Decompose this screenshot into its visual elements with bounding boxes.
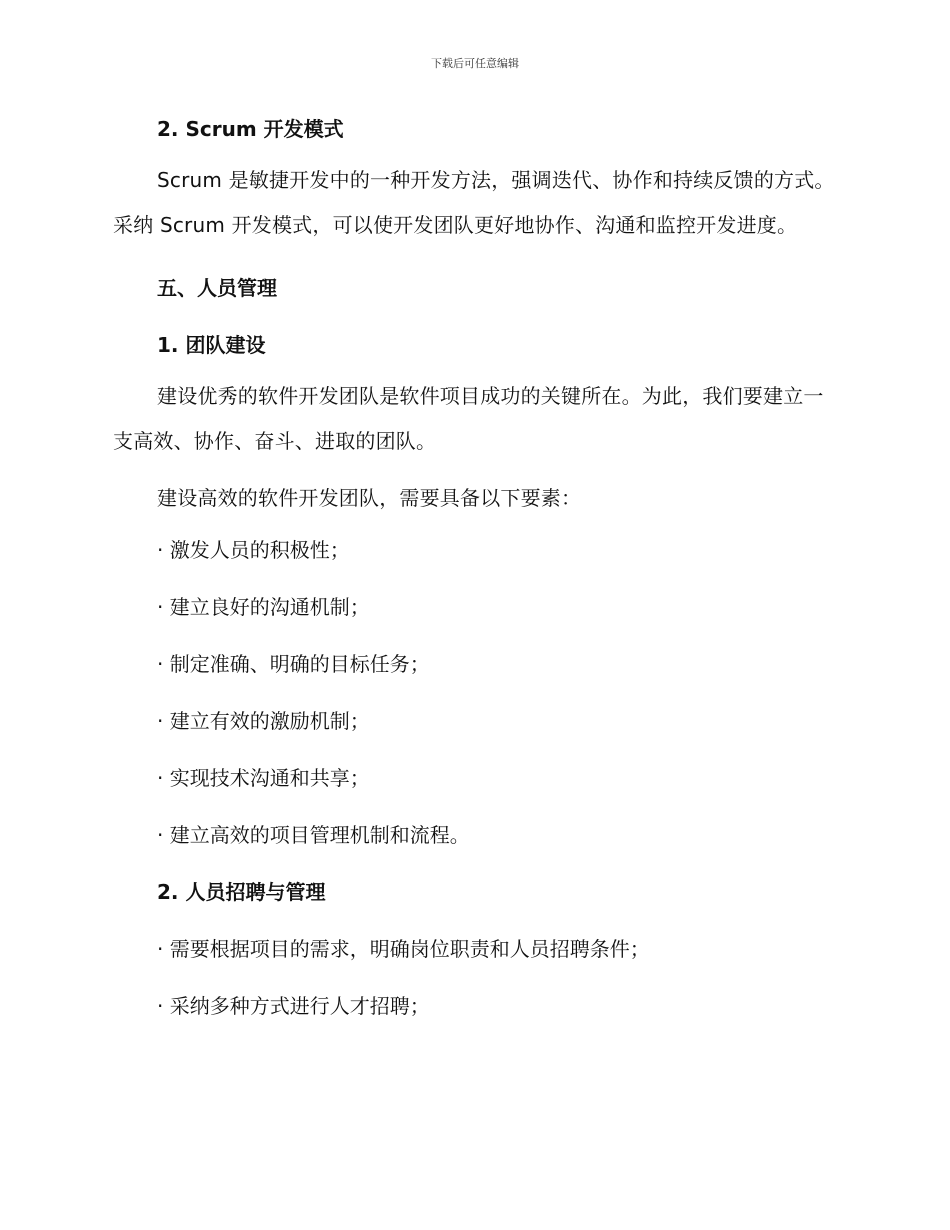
heading-personnel: 五、人员管理 [157, 276, 277, 300]
list-item: · 制定准确、明确的目标任务； [157, 652, 430, 676]
heading-scrum: 2. Scrum 开发模式 [157, 117, 344, 141]
heading-recruitment: 2. 人员招聘与管理 [157, 880, 326, 904]
list-item: · 采纳多种方式进行人才招聘； [157, 994, 430, 1018]
list-item: · 需要根据项目的需求，明确岗位职责和人员招聘条件； [157, 937, 650, 961]
page-header-note: 下载后可任意编辑 [431, 57, 519, 70]
list-item: · 建立良好的沟通机制； [157, 595, 370, 619]
list-item: · 激发人员的积极性； [157, 538, 350, 562]
list-item: · 实现技术沟通和共享； [157, 766, 370, 790]
paragraph-scrum: Scrum 是敏捷开发中的一种开发方法，强调迭代、协作和持续反馈的方式。采纳 Scrum 开发模式，可以使开发团队更好地协作、沟通和监控开发进度。 [113, 168, 835, 237]
list-item: · 建立高效的项目管理机制和流程。 [157, 823, 470, 847]
paragraph-team-1: 建设优秀的软件开发团队是软件项目成功的关键所在。为此，我们要建立一支高效、协作、奋斗、进取的团队。 [113, 384, 824, 453]
heading-team-building: 1. 团队建设 [157, 333, 266, 357]
list-item: · 建立有效的激励机制； [157, 709, 370, 733]
document-body [113, 112, 843, 1023]
paragraph-team-2: 建设高效的软件开发团队，需要具备以下要素： [157, 486, 582, 510]
